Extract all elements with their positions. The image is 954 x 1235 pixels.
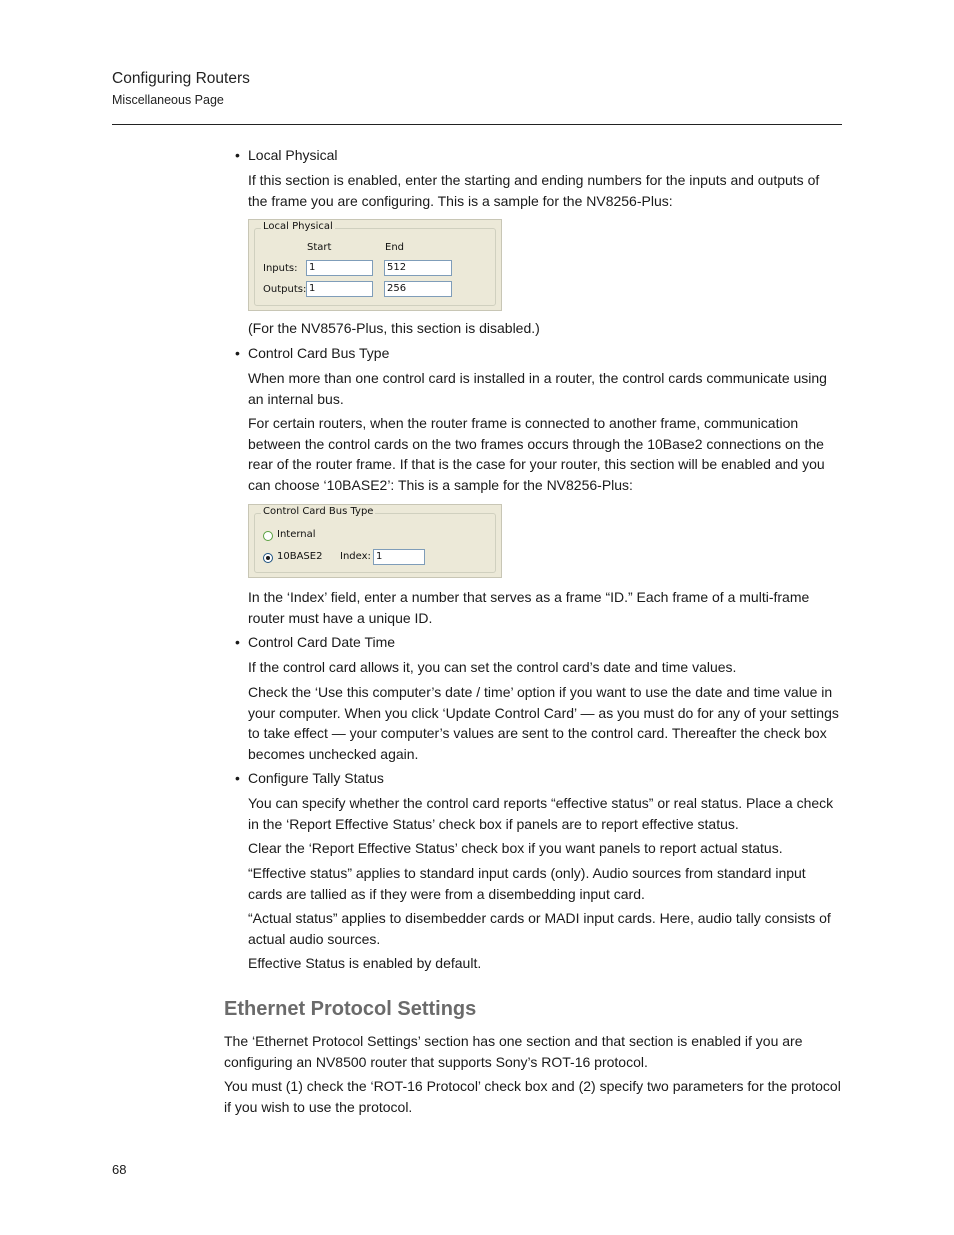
running-header-subtitle: Miscellaneous Page (112, 93, 224, 107)
local-physical-intro: If this section is enabled, enter the starting and ending numbers for the inputs and outputs of the frame you are configuring. This is a sample for the NV8256-Plus: (248, 172, 820, 209)
internal-radio[interactable] (263, 531, 273, 541)
tally-para-5: Effective Status is enabled by default. (248, 955, 482, 971)
inputs-start-field[interactable]: 1 (306, 260, 373, 276)
outputs-label: Outputs: (263, 284, 307, 295)
index-field[interactable]: 1 (373, 549, 425, 565)
bullet-control-card-date: • Control Card Date Time (235, 632, 395, 653)
inputs-end-field[interactable]: 512 (384, 260, 452, 276)
10base2-radio[interactable] (263, 553, 273, 563)
start-column-label: Start (307, 242, 332, 253)
tally-para-3: “Effective status” applies to standard input cards (only). Audio sources from standard input cards are tallied as if they were from a disembedding input card. (248, 865, 806, 902)
control-card-bus-panel (248, 504, 502, 578)
header-divider (112, 124, 842, 125)
bus-para-3: In the ‘Index’ field, enter a number that serves as a frame “ID.” Each frame of a multi-frame router must have a unique ID. (248, 589, 810, 626)
bullet-control-card-bus: • Control Card Bus Type (235, 343, 389, 364)
tally-para-4: “Actual status” applies to disembedder cards or MADI input cards. Here, audio tally consists of actual audio sources. (248, 910, 831, 947)
tally-para-1: You can specify whether the control card reports “effective status” or real status. Place a check in the ‘Report Effective Status’ check box if panels are to report effective status. (248, 795, 834, 832)
outputs-start-field[interactable]: 1 (306, 281, 373, 297)
tally-para-2: Clear the ‘Report Effective Status’ check box if you want panels to report actual status. (248, 840, 783, 856)
10base2-radio-label: 10BASE2 (277, 551, 323, 562)
control-card-bus-group (254, 506, 496, 573)
date-para-2: Check the ‘Use this computer’s date / time’ option if you want to use the date and time value in your computer. When you click ‘Update Control Card’ — as you must do for any of your settings to take effect — your computer’s values are sent to the control card. Thereafter the check box becomes unchecked again. (248, 684, 839, 762)
bullet-local-physical: • Local Physical (235, 145, 338, 166)
running-header-title: Configuring Routers (112, 70, 250, 87)
local-physical-note: (For the NV8576-Plus, this section is disabled.) (248, 320, 540, 336)
page-number: 68 (112, 1162, 127, 1177)
local-physical-group-label: Local Physical (263, 221, 333, 232)
local-physical-group (254, 221, 496, 306)
ethernet-para-1: The ‘Ethernet Protocol Settings’ section has one section and that section is enabled if you are configuring an NV8500 router that supports Sony’s ROT-16 protocol. (224, 1033, 803, 1070)
inputs-label: Inputs: (263, 263, 298, 274)
ethernet-para-2: You must (1) check the ‘ROT-16 Protocol’ check box and (2) specify two parameters for the protocol if you wish to use the protocol. (224, 1078, 841, 1115)
outputs-end-field[interactable]: 256 (384, 281, 452, 297)
internal-radio-label: Internal (277, 529, 316, 540)
local-physical-panel (248, 219, 502, 311)
end-column-label: End (385, 242, 405, 253)
bus-group-label: Control Card Bus Type (263, 506, 374, 517)
bullet-tally-status: • Configure Tally Status (235, 768, 384, 789)
section-heading-ethernet: Ethernet Protocol Settings (224, 998, 477, 1020)
date-para-1: If the control card allows it, you can set the control card’s date and time values. (248, 659, 737, 675)
bus-para-1: When more than one control card is installed in a router, the control cards communicate using an internal bus. (248, 370, 827, 407)
index-label: Index: (340, 551, 371, 562)
bus-para-2: For certain routers, when the router frame is connected to another frame, communication between the control cards on the two frames occurs through the 10Base2 connections on the rear of the router frame. If that is the case for your router, this section will be enabled and you can choose ‘10BASE2’: This is a sample for the NV8256-Plus: (248, 415, 825, 493)
